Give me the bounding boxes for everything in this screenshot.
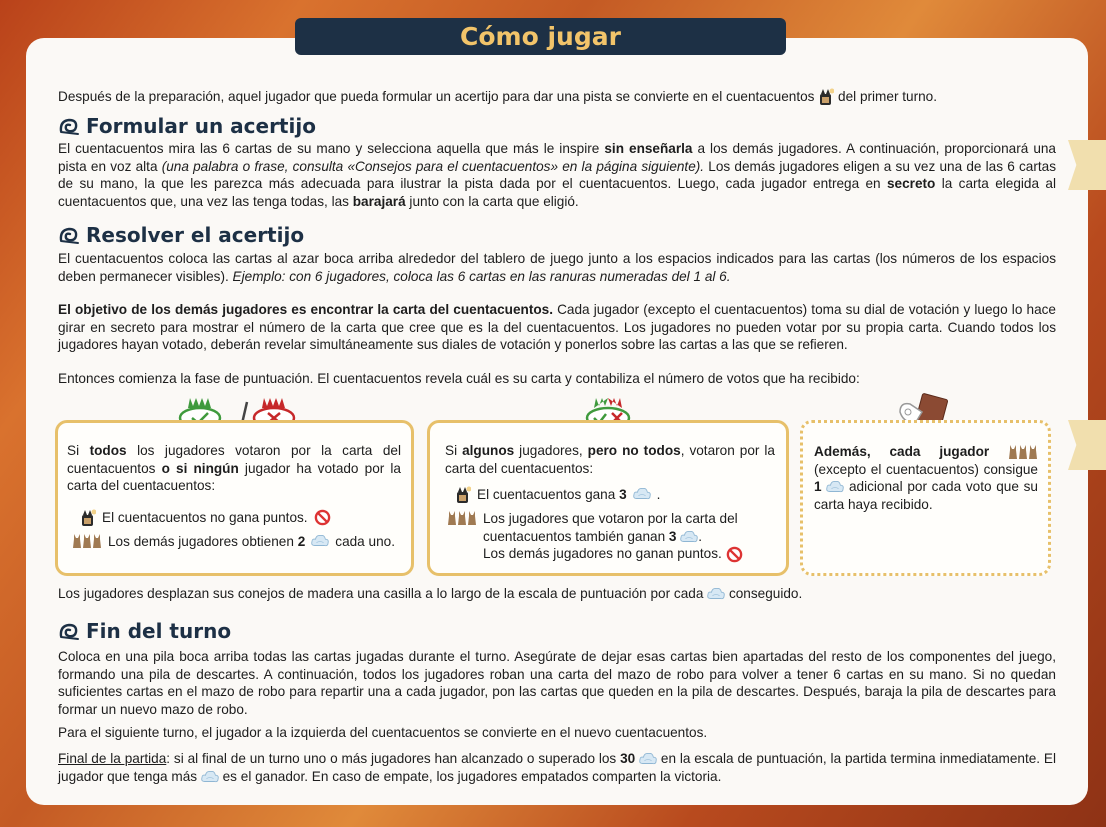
resolve-paragraph-1: El cuentacuentos coloca las cartas al azar boca arriba alrededor del tablero de juego junto a los espacios indicados para las cartas (los números de los espacios deben permanecer visibles). Ejemplo: con 6 jugadores, coloca las 6 cartas en las ranuras numeradas del 1 al 6.	[58, 251, 1056, 284]
point-token-icon	[707, 586, 725, 602]
storyteller-icon	[80, 509, 96, 527]
no-points-icon	[726, 546, 743, 563]
result-text: Los demás jugadores obtienen 2	[108, 534, 306, 549]
formulate-paragraph: El cuentacuentos mira las 6 cartas de su mano y selecciona aquella que más le inspire sin enseñarla a los demás jugadores. A continuación, proporcionará una pista en voz alta (una palabra o frase, consulta «Consejos para el cuentacuentos» en la página siguiente). Los demás jugadores eligen a su vez una de las 6 cartas de su mano, la que les parezca más adecuada para ilustrar la pista dada por el cuentacuentos. Luego, cada jugador entrega en secreto la carta elegida al cuentacuentos que, una vez las tenga todas, las barajará junto con la carta que eligió.	[58, 141, 1056, 209]
intro-text: Después de la preparación, aquel jugador que pueda formular un acertijo para dar una pista se convierte en el cuentacuentos	[58, 89, 815, 104]
players-icon	[447, 510, 477, 526]
point-token-icon	[633, 486, 651, 502]
section-heading	[58, 619, 231, 643]
intro-text-end: del primer turno.	[838, 89, 938, 104]
box-condition: Si todos los jugadores votaron por la carta del cuentacuentos o si ningún jugador ha votado por la carta del cuentacuentos:	[67, 443, 401, 493]
point-token-icon	[201, 769, 219, 785]
end-game-paragraph: Final de la partida: si al final de un turno uno o más jugadores han alcanzado o superado los 30 en la escala de puntuación, la partida termina inmediatamente. El jugador que tenga más es el ganador. En caso de empate, los jugadores empatados comparten la victoria.	[58, 751, 1057, 784]
storyteller-icon	[818, 88, 834, 106]
box-condition: Si algunos jugadores, pero no todos, votaron por la carta del cuentacuentos:	[445, 443, 775, 476]
players-icon	[72, 533, 102, 549]
spiral-icon	[58, 116, 80, 136]
result-line	[80, 509, 331, 527]
storyteller-icon	[455, 486, 471, 504]
end-turn-paragraph-1: Coloca en una pila boca arriba todas las cartas jugadas durante el turno. Asegúrate de dejar esas cartas bien apartadas del resto de los componentes del juego, formando una pila de descartes. A continuación, todos los jugadores roban una carta del mazo de robo para volver a tener 6 cartas en su mano. Si no quedan suficientes cartas en el mazo de robo para repartir una a cada jugador, pon las cartas que queden en la pila de descartes. Después, baraja la pila de descartes para formar un nuevo mazo de robo.	[58, 649, 1056, 717]
all-or-none-box	[55, 420, 414, 576]
bonus-text: Además, cada jugador (excepto el cuentacuentos) consigue 1 adicional por cada voto que su carta haya recibido.	[814, 444, 1038, 512]
point-token-icon	[680, 529, 698, 545]
section-heading-text: Fin del turno	[86, 619, 232, 643]
move-paragraph: Los jugadores desplazan sus conejos de madera una casilla a lo largo de la escala de puntuación por cada conseguido.	[58, 586, 803, 601]
result-text: El cuentacuentos gana 3	[477, 487, 627, 502]
resolve-paragraph-2: El objetivo de los demás jugadores es encontrar la carta del cuentacuentos. Cada jugador (excepto el cuentacuentos) toma su dial de votación y luego lo hace girar en secreto para mostrar el número de la carta que cree que es la del cuentacuentos. Los jugadores no pueden votar por su propia carta. Cuando todos los jugadores hayan votado, deberán revelar simultáneamente sus diales de votación y ponerlos sobre las cartas a las que se refieren.	[58, 302, 1056, 352]
point-token-icon	[639, 751, 657, 767]
intro-paragraph	[58, 88, 1058, 106]
result-line	[455, 486, 660, 504]
point-token-icon	[311, 533, 329, 549]
result-line	[72, 533, 395, 551]
result-text: cada uno.	[335, 534, 395, 549]
section-heading	[58, 114, 316, 138]
section-heading-text: Resolver el acertijo	[86, 223, 305, 247]
bonus-box	[800, 420, 1051, 576]
spiral-icon	[58, 225, 80, 245]
page-title: Cómo jugar	[295, 18, 786, 55]
players-icon	[1008, 444, 1038, 460]
resolve-paragraph-3: Entonces comienza la fase de puntuación. El cuentacuentos revela cuál es su carta y contabiliza el número de votos que ha recibido:	[58, 371, 860, 386]
some-votes-box	[427, 420, 789, 576]
end-turn-paragraph-2: Para el siguiente turno, el jugador a la izquierda del cuentacuentos se convierte en el nuevo cuentacuentos.	[58, 725, 708, 740]
point-token-icon	[826, 479, 844, 495]
result-line	[447, 510, 767, 563]
section-heading	[58, 223, 304, 247]
result-text: El cuentacuentos no gana puntos.	[102, 510, 308, 525]
result-text: .	[656, 487, 661, 502]
result-text: Los jugadores que votaron por la carta del cuentacuentos también ganan 3 . Los demás jugadores no ganan puntos.	[483, 510, 767, 563]
spiral-icon	[58, 621, 80, 641]
section-heading-text: Formular un acertijo	[86, 114, 316, 138]
no-points-icon	[314, 509, 331, 526]
